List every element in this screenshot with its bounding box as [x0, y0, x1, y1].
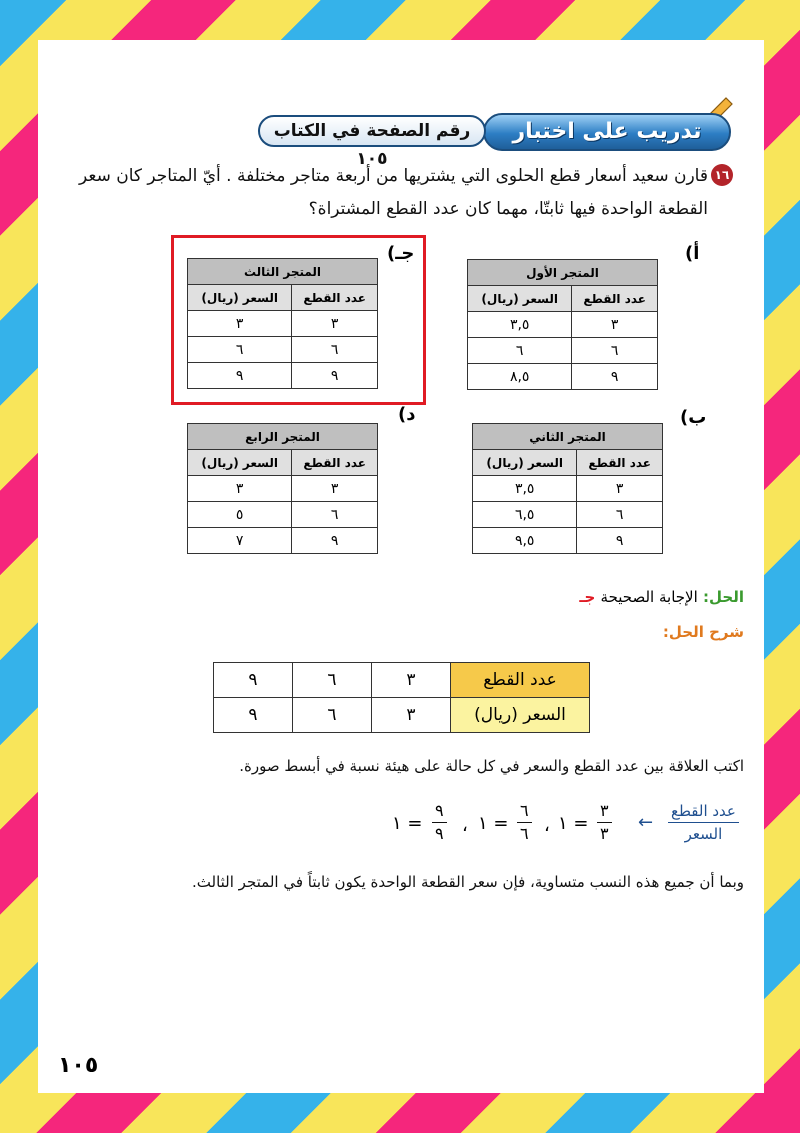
table-row: [473, 502, 663, 528]
cell-pieces: ٣: [577, 476, 663, 502]
page-number: ١٠٥: [58, 1053, 99, 1078]
col-pieces-header: عدد القطع: [292, 285, 378, 311]
fraction-denominator: ٩: [435, 824, 444, 843]
store-table-c: [187, 258, 378, 389]
ratio-definition: [668, 800, 739, 845]
separator: ،: [462, 815, 468, 836]
explanation-label: شرح الحل:: [662, 623, 744, 641]
table-cell: ٩: [214, 663, 293, 698]
cell-price: ٣,٥: [468, 312, 572, 338]
fraction-1: [597, 800, 612, 845]
cell-pieces: ٩: [292, 363, 378, 389]
option-b-label: ب): [680, 407, 707, 428]
col-price-header: السعر (ريال): [188, 450, 292, 476]
conclusion-text: وبما أن جميع هذه النسب متساوية، فإن سعر القطعة الواحدة يكون ثابتاً في المتجر الثالث.: [192, 873, 744, 891]
col-pieces-header: عدد القطع: [577, 450, 663, 476]
cell-price: ٨,٥: [468, 364, 572, 390]
store-d-name: المتجر الرابع: [188, 424, 378, 450]
solution-line: [579, 588, 744, 606]
cell-pieces: ٣: [292, 311, 378, 337]
arrow-left-icon: ←: [638, 812, 654, 833]
table-cell: ٩: [214, 698, 293, 733]
cell-price: ٣: [188, 476, 292, 502]
table-row: [188, 337, 378, 363]
option-d-label: د): [398, 404, 416, 425]
cell-pieces: ٣: [292, 476, 378, 502]
row-header-pieces: عدد القطع: [451, 663, 590, 698]
table-cell: ٦: [293, 663, 372, 698]
table-row: [214, 698, 590, 733]
cell-pieces: ٦: [577, 502, 663, 528]
cell-pieces: ٩: [292, 528, 378, 554]
option-a-label: أ): [685, 243, 700, 264]
instruction-text: اكتب العلاقة بين عدد القطع والسعر في كل حالة على هيئة نسبة في أبسط صورة.: [239, 757, 744, 775]
book-page-reference: رقم الصفحة في الكتاب ١٠٥: [258, 115, 486, 147]
fraction-2: [517, 800, 532, 845]
table-row: [473, 476, 663, 502]
cell-pieces: ٩: [572, 364, 658, 390]
store-b-name: المتجر الثاني: [473, 424, 663, 450]
fraction-3-result: = ١: [392, 813, 423, 834]
table-row: [188, 476, 378, 502]
cell-pieces: ٦: [292, 502, 378, 528]
question-text: قارن سعيد أسعار قطع الحلوى التي يشتريها من أربعة متاجر مختلفة . أيّ المتاجر كان سعر القطعة الواحدة فيها ثابتّا، مهما كان عدد القطع المشتراة؟: [78, 166, 708, 219]
table-row: [468, 338, 658, 364]
table-row: [188, 311, 378, 337]
col-pieces-header: عدد القطع: [292, 450, 378, 476]
cell-price: ٩: [188, 363, 292, 389]
answer-letter: جـ: [579, 588, 596, 606]
table-cell: ٣: [372, 663, 451, 698]
fraction-numerator: ٣: [597, 800, 612, 823]
fraction-numerator: ٦: [517, 800, 532, 823]
cell-pieces: ٣: [572, 312, 658, 338]
store-table-a: [467, 259, 658, 390]
table-row: [188, 363, 378, 389]
table-row: [468, 364, 658, 390]
cell-price: ٣: [188, 311, 292, 337]
cell-price: ٧: [188, 528, 292, 554]
table-row: [473, 528, 663, 554]
cell-pieces: ٦: [292, 337, 378, 363]
ratio-denominator: السعر: [684, 825, 723, 843]
ratio-numerator: عدد القطع: [668, 800, 739, 823]
answer-text: الإجابة الصحيحة: [600, 588, 698, 606]
fraction-3: [432, 800, 447, 845]
fraction-denominator: ٦: [520, 824, 529, 843]
table-row: [188, 528, 378, 554]
table-row: [214, 663, 590, 698]
cell-price: ٦: [468, 338, 572, 364]
cell-pieces: ٩: [577, 528, 663, 554]
cell-price: ٩,٥: [473, 528, 577, 554]
solution-table: [213, 662, 590, 733]
table-row: [188, 502, 378, 528]
separator: ،: [544, 815, 550, 836]
solution-label: الحل:: [703, 588, 744, 606]
table-cell: ٦: [293, 698, 372, 733]
col-price-header: السعر (ريال): [468, 286, 572, 312]
option-c-label: جـ): [387, 243, 415, 264]
col-pieces-header: عدد القطع: [572, 286, 658, 312]
table-row: [468, 312, 658, 338]
fraction-denominator: ٣: [600, 824, 609, 843]
store-a-name: المتجر الأول: [468, 260, 658, 286]
cell-price: ٦,٥: [473, 502, 577, 528]
store-table-d: [187, 423, 378, 554]
fraction-numerator: ٩: [432, 800, 447, 823]
cell-price: ٦: [188, 337, 292, 363]
col-price-header: السعر (ريال): [473, 450, 577, 476]
cell-pieces: ٦: [572, 338, 658, 364]
store-c-name: المتجر الثالث: [188, 259, 378, 285]
table-cell: ٣: [372, 698, 451, 733]
question-number-badge: ١٦: [711, 164, 733, 186]
col-price-header: السعر (ريال): [188, 285, 292, 311]
cell-price: ٣,٥: [473, 476, 577, 502]
fraction-1-result: = ١: [558, 813, 589, 834]
cell-price: ٥: [188, 502, 292, 528]
fraction-2-result: = ١: [478, 813, 509, 834]
store-table-b: [472, 423, 663, 554]
section-title-banner: تدريب على اختبار: [483, 113, 731, 151]
row-header-price: السعر (ريال): [451, 698, 590, 733]
